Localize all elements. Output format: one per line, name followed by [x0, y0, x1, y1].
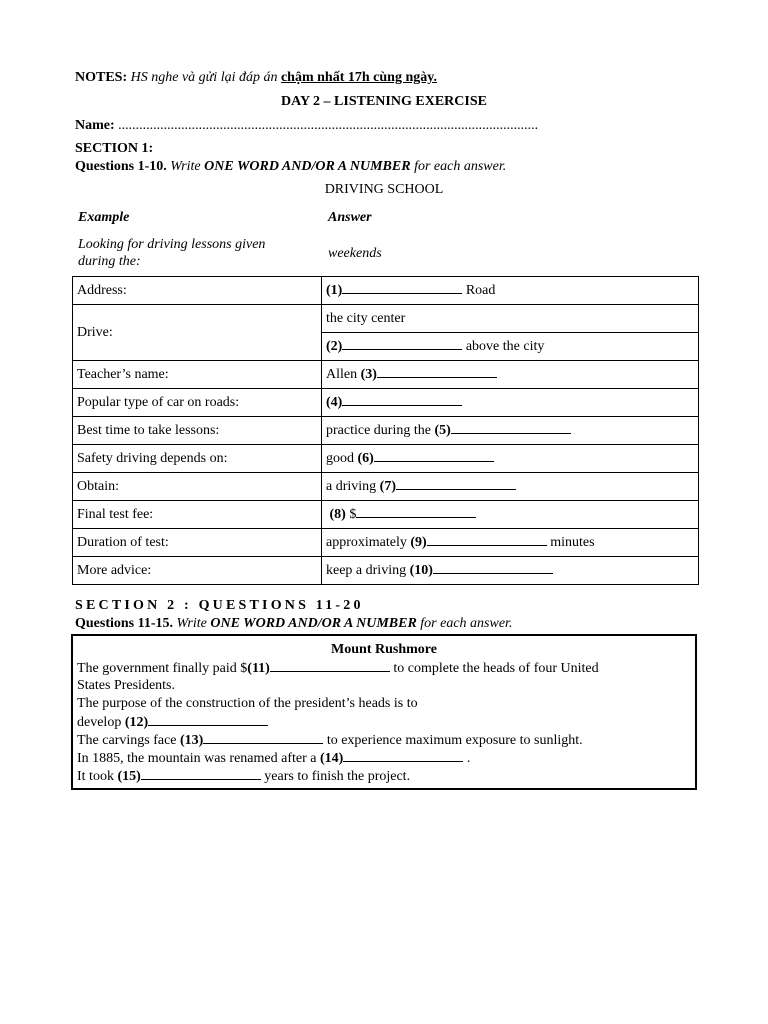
row-label: Safety driving depends on:: [73, 445, 322, 473]
section1-instructions: [75, 159, 506, 175]
box-line-1: [77, 660, 599, 677]
line-text: The government finally paid $: [77, 661, 248, 676]
question-number: (11): [247, 661, 270, 676]
answer-blank-12[interactable]: [148, 714, 268, 726]
row-label: Best time to take lessons:: [73, 417, 322, 445]
section2-q-bold: ONE WORD AND/OR A NUMBER: [210, 616, 417, 631]
section1-q-label: Questions 1-10.: [75, 159, 167, 174]
section2-q-pre: Write: [176, 616, 207, 631]
answer-blank-1[interactable]: [342, 282, 462, 294]
section1-heading: SECTION 1:: [75, 141, 154, 156]
example-question-line2: during the:: [78, 254, 141, 269]
row-answer: [322, 529, 699, 557]
box-line-7: [77, 768, 410, 785]
answer-suffix: Road: [462, 283, 496, 298]
answer-blank-5[interactable]: [451, 422, 571, 434]
row-answer: [322, 557, 699, 585]
line-text: to complete the heads of four United: [389, 661, 599, 676]
answer-suffix: $: [345, 507, 357, 522]
row-label: Popular type of car on roads:: [73, 389, 322, 417]
answer-prefix: good: [326, 451, 358, 466]
table-row: [73, 417, 699, 445]
line-text: to experience maximum exposure to sunlight.: [323, 733, 583, 748]
row-answer: [322, 389, 699, 417]
answer-blank-8[interactable]: [356, 506, 476, 518]
row-answer: [322, 473, 699, 501]
answer-prefix: approximately: [326, 535, 411, 550]
question-number: (4): [326, 395, 343, 410]
box-line-6: [77, 750, 470, 767]
row-answer: [322, 277, 699, 305]
section2-q-label: Questions 11-15.: [75, 616, 174, 631]
question-number: (14): [319, 751, 344, 766]
question-number: (9): [410, 535, 427, 550]
answer-blank-11[interactable]: [270, 660, 390, 672]
answer-blank-14[interactable]: [343, 750, 463, 762]
line-text: In 1885, the mountain was renamed after a: [77, 751, 320, 766]
section1-q-bold: ONE WORD AND/OR A NUMBER: [204, 159, 411, 174]
question-number: (12): [124, 715, 149, 730]
row-label: Teacher’s name:: [73, 361, 322, 389]
line-text: .: [463, 751, 471, 766]
answer-blank-6[interactable]: [374, 450, 494, 462]
answer-suffix: above the city: [462, 339, 545, 354]
answer-suffix: minutes: [546, 535, 595, 550]
question-number: (2): [326, 339, 343, 354]
row-label: Obtain:: [73, 473, 322, 501]
section1-q-pre: Write: [170, 159, 201, 174]
question-number: (3): [360, 367, 377, 382]
row-answer: [322, 361, 699, 389]
table-row: [73, 557, 699, 585]
table-row: [73, 529, 699, 557]
answer-header: Answer: [328, 210, 372, 225]
answer-prefix: keep a driving: [326, 563, 410, 578]
row-label: Address:: [73, 277, 322, 305]
line-text: develop: [77, 715, 125, 730]
page-title: DAY 2 – LISTENING EXERCISE: [281, 94, 487, 109]
row-label: Drive:: [73, 305, 322, 361]
box-title: Mount Rushmore: [331, 642, 437, 657]
line-text: The carvings face: [77, 733, 180, 748]
table-row: [73, 305, 699, 333]
row-label: More advice:: [73, 557, 322, 585]
question-number: (13): [180, 733, 204, 748]
name-dots: ........................................................................................................................: [118, 118, 539, 133]
row-answer: [322, 417, 699, 445]
table-row: [73, 473, 699, 501]
section1-q-post: for each answer.: [414, 159, 507, 174]
box-line-3: The purpose of the construction of the president’s heads is to: [77, 696, 418, 711]
question-number: (7): [379, 479, 396, 494]
table-row: [73, 277, 699, 305]
driving-school-table: [72, 276, 699, 585]
row-answer: [322, 445, 699, 473]
answer-blank-10[interactable]: [433, 562, 553, 574]
answer-prefix: a driving: [326, 479, 380, 494]
box-line-5: [77, 732, 583, 749]
row-answer: the city center: [322, 305, 699, 333]
section2-heading: SECTION 2 : QUESTIONS 11-20: [75, 598, 364, 613]
answer-blank-7[interactable]: [396, 478, 516, 490]
answer-blank-15[interactable]: [141, 768, 261, 780]
answer-blank-4[interactable]: [342, 394, 462, 406]
row-label: Final test fee:: [73, 501, 322, 529]
example-answer: weekends: [328, 246, 382, 261]
question-number: (10): [409, 563, 433, 578]
box-line-4: [77, 714, 268, 731]
answer-prefix: Allen: [326, 367, 361, 382]
notes-deadline: chậm nhất 17h cùng ngày.: [280, 70, 437, 85]
section2-q-post: for each answer.: [420, 616, 513, 631]
row-answer: [322, 501, 699, 529]
notes-line: [75, 70, 437, 86]
section2-instructions: [75, 616, 512, 632]
question-number: (8): [329, 507, 346, 522]
table-row: [73, 445, 699, 473]
notes-text: HS nghe và gửi lại đáp án: [130, 70, 278, 85]
mount-rushmore-box: [71, 634, 697, 790]
question-number: (6): [357, 451, 374, 466]
name-label: Name:: [75, 118, 115, 133]
table-row: [73, 389, 699, 417]
box-line-2: States Presidents.: [77, 678, 175, 693]
name-line: [75, 118, 538, 134]
example-header: Example: [78, 210, 130, 225]
line-text: years to finish the project.: [260, 769, 411, 784]
line-text: It took: [77, 769, 118, 784]
section1-subtitle: DRIVING SCHOOL: [324, 182, 444, 197]
table-row: [73, 501, 699, 529]
answer-blank-9[interactable]: [427, 534, 547, 546]
question-number: (5): [434, 423, 451, 438]
row-answer: [322, 333, 699, 361]
answer-blank-3[interactable]: [377, 366, 497, 378]
row-label: Duration of test:: [73, 529, 322, 557]
table-row: [73, 361, 699, 389]
answer-blank-2[interactable]: [342, 338, 462, 350]
answer-prefix: practice during the: [326, 423, 435, 438]
example-question-line1: Looking for driving lessons given: [78, 237, 266, 252]
question-number: (15): [117, 769, 141, 784]
question-number: (1): [326, 283, 343, 298]
answer-blank-13[interactable]: [203, 732, 323, 744]
notes-label: NOTES:: [75, 70, 128, 85]
